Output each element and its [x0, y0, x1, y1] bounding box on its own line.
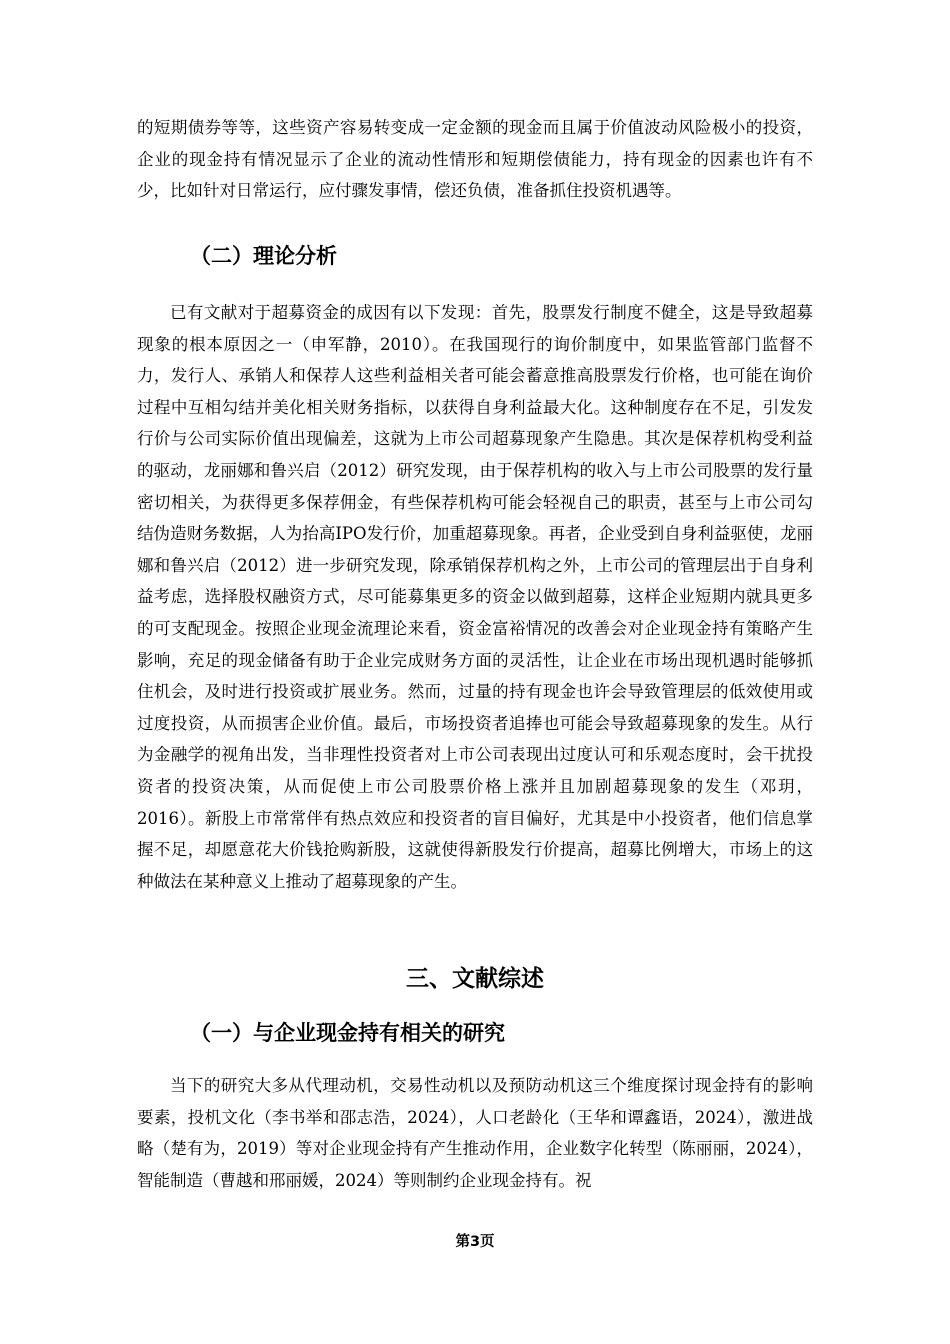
section-heading-cash: （一）与企业现金持有相关的研究 [190, 1021, 505, 1045]
chapter-heading-review: 三、文献综述 [406, 966, 544, 992]
paragraph-cash: 当下的研究大多从代理动机，交易性动机以及预防动机这三个维度探讨现金持有的影响要素，投机文化（李书举和邵志浩，2024），人口老龄化（王华和谭鑫语，2024），激进战略（楚有为，2019）等对企业现金持有产生推动作用，企业数字化转型（陈丽丽，2024），智能制造（曹越和邢丽媛，2024）等则制约企业现金持有。祝 [137, 1076, 813, 1190]
paragraph-theory: 已有文献对于超募资金的成因有以下发现：首先，股票发行制度不健全，这是导致超募现象的根本原因之一（申军静，2010）。在我国现行的询价制度中，如果监管部门监督不力，发行人、承销人和保荐人这些利益相关者可能会蓄意推高股票发行价格，也可能在询价过程中互相勾结并美化相关财务指标，以获得自身利益最大化。这种制度存在不足，引发发行价与公司实际价值出现偏差，这就为上市公司超募现象产生隐患。其次是保荐机构受利益的驱动，龙丽娜和鲁兴启（2012）研究发现，由于保荐机构的收入与上市公司股票的发行量密切相关，为获得更多保荐佣金，有些保荐机构可能会轻视自己的职责，甚至与上市公司勾结伪造财务数据，人为抬高IPO发行价，加重超募现象。再者，企业受到自身利益驱使，龙丽娜和鲁兴启（2012）进一步研究发现，除承销保荐机构之外，上市公司的管理层出于自身利益考虑，选择股权融资方式，尽可能募集更多的资金以做到超募，这样企业短期内就具更多的可支配现金。按照企业现金流理论来看，资金富裕情况的改善会对企业现金持有策略产生影响，充足的现金储备有助于企业完成财务方面的灵活性，让企业在市场出现机遇时能够抓住机会，及时进行投资或扩展业务。然而，过量的持有现金也许会导致管理层的低效使用或过度投资，从而损害企业价值。最后，市场投资者追捧也可能会导致超募现象的发生。从行为金融学的视角出发，当非理性投资者对上市公司表现出过度认可和乐观态度时，会干扰投资者的投资决策，从而促使上市公司股票价格上涨并且加剧超募现象的发生（邓玥，2016）。新股上市常常伴有热点效应和投资者的盲目偏好，尤其是中小投资者，他们信息掌握不足，却愿意花大价钱抢购新股，这就使得新股发行价提高，超募比例增大，市场上的这种做法在某种意义上推动了超募现象的产生。 [137, 303, 813, 891]
section-heading-theory: （二）理论分析 [190, 244, 337, 268]
paragraph-continued: 的短期债券等等，这些资产容易转变成一定金额的现金而且属于价值波动风险极小的投资，企业的现金持有情况显示了企业的流动性情形和短期偿债能力，持有现金的因素也许有不少，比如针对日常运行，应付骤发事情，偿还负债，准备抓住投资机遇等。 [137, 118, 813, 201]
page-number: 第3页 [455, 1234, 495, 1250]
